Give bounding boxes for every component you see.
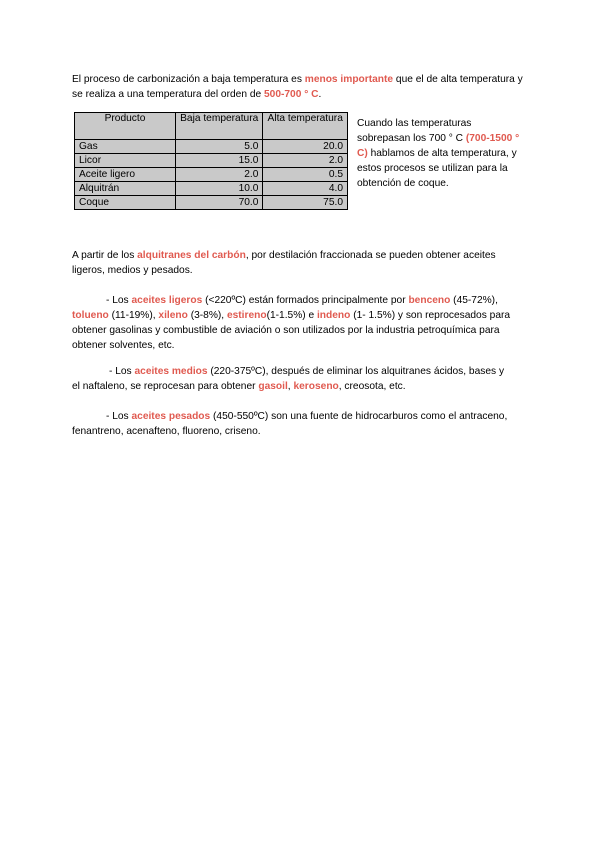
alquitranes-paragraph: A partir de los alquitranes del carbón, por destilación fraccionada se pueden obtener aceites ligeros, medios y pesados. xyxy=(72,250,496,276)
cell-low: 2.0 xyxy=(176,168,263,182)
highlight-temp-range: 500-700 ° C xyxy=(264,89,319,100)
highlight-indeno: indeno xyxy=(316,310,351,321)
highlight-menos-importante: menos importante xyxy=(304,74,394,85)
cell-product: Alquitrán xyxy=(75,182,176,196)
table-row xyxy=(75,168,348,182)
side-note-paragraph: Cuando las temperaturas sobrepasan los 700 ° C (700-1500 ° C) hablamos de alta temperatura, y estos procesos se utilizan para la obtención de coque. xyxy=(357,118,520,189)
highlight-xileno: xileno xyxy=(158,310,188,321)
highlight-aceites-pesados: aceites pesados xyxy=(131,411,211,422)
cell-low: 10.0 xyxy=(176,182,263,196)
header-baja-temperatura: Baja temperatura xyxy=(176,113,263,140)
cell-high: 0.5 xyxy=(263,168,348,182)
carbonization-products-table xyxy=(74,112,348,210)
header-alta-temperatura: Alta temperatura xyxy=(263,113,348,140)
cell-product: Licor xyxy=(75,154,176,168)
cell-low: 70.0 xyxy=(176,196,263,210)
table-row xyxy=(75,196,348,210)
cell-product: Coque xyxy=(75,196,176,210)
cell-product: Aceite ligero xyxy=(75,168,176,182)
cell-low: 5.0 xyxy=(176,140,263,154)
cell-high: 20.0 xyxy=(263,140,348,154)
cell-product: Gas xyxy=(75,140,176,154)
highlight-benceno: benceno xyxy=(408,295,451,306)
highlight-estireno: estireno xyxy=(226,310,267,321)
highlight-keroseno: keroseno xyxy=(293,381,339,392)
aceites-medios-paragraph: - Los aceites medios (220-375ºC), después de eliminar los alquitranes ácidos, bases y el naftaleno, se reprocesan para obtener gasoil, keroseno, creosota, etc. xyxy=(72,366,505,392)
table-row xyxy=(75,182,348,196)
table-row xyxy=(75,154,348,168)
highlight-high-temp-range: (700-1500 ° C) xyxy=(357,133,520,159)
cell-low: 15.0 xyxy=(176,154,263,168)
cell-high: 2.0 xyxy=(263,154,348,168)
highlight-gasoil: gasoil xyxy=(258,381,288,392)
intro-paragraph: El proceso de carbonización a baja temperatura es menos importante que el de alta temperatura y se realiza a una temperatura del orden de 500-700 ° C. xyxy=(72,74,523,100)
cell-high: 4.0 xyxy=(263,182,348,196)
highlight-aceites-ligeros: aceites ligeros xyxy=(131,295,203,306)
highlight-aceites-medios: aceites medios xyxy=(134,366,208,377)
cell-high: 75.0 xyxy=(263,196,348,210)
table-row xyxy=(75,140,348,154)
aceites-ligeros-paragraph: - Los aceites ligeros (<220ºC) están formados principalmente por benceno (45-72%), tolueno (11-19%), xileno (3-8%), estireno(1-1.5%) e indeno (1- 1.5%) y son reprocesados para obtener gasolinas y combustible de aviación o son utilizados por la industria petroquímica para obtener solventes, etc. xyxy=(72,295,511,351)
highlight-tolueno: tolueno xyxy=(72,310,109,321)
table-header-row xyxy=(75,113,348,140)
aceites-pesados-paragraph: - Los aceites pesados (450-550ºC) son una fuente de hidrocarburos como el antraceno, fenantreno, acenafteno, fluoreno, criseno. xyxy=(72,411,508,437)
header-producto: Producto xyxy=(75,113,176,140)
highlight-alquitranes: alquitranes del carbón xyxy=(137,250,246,261)
